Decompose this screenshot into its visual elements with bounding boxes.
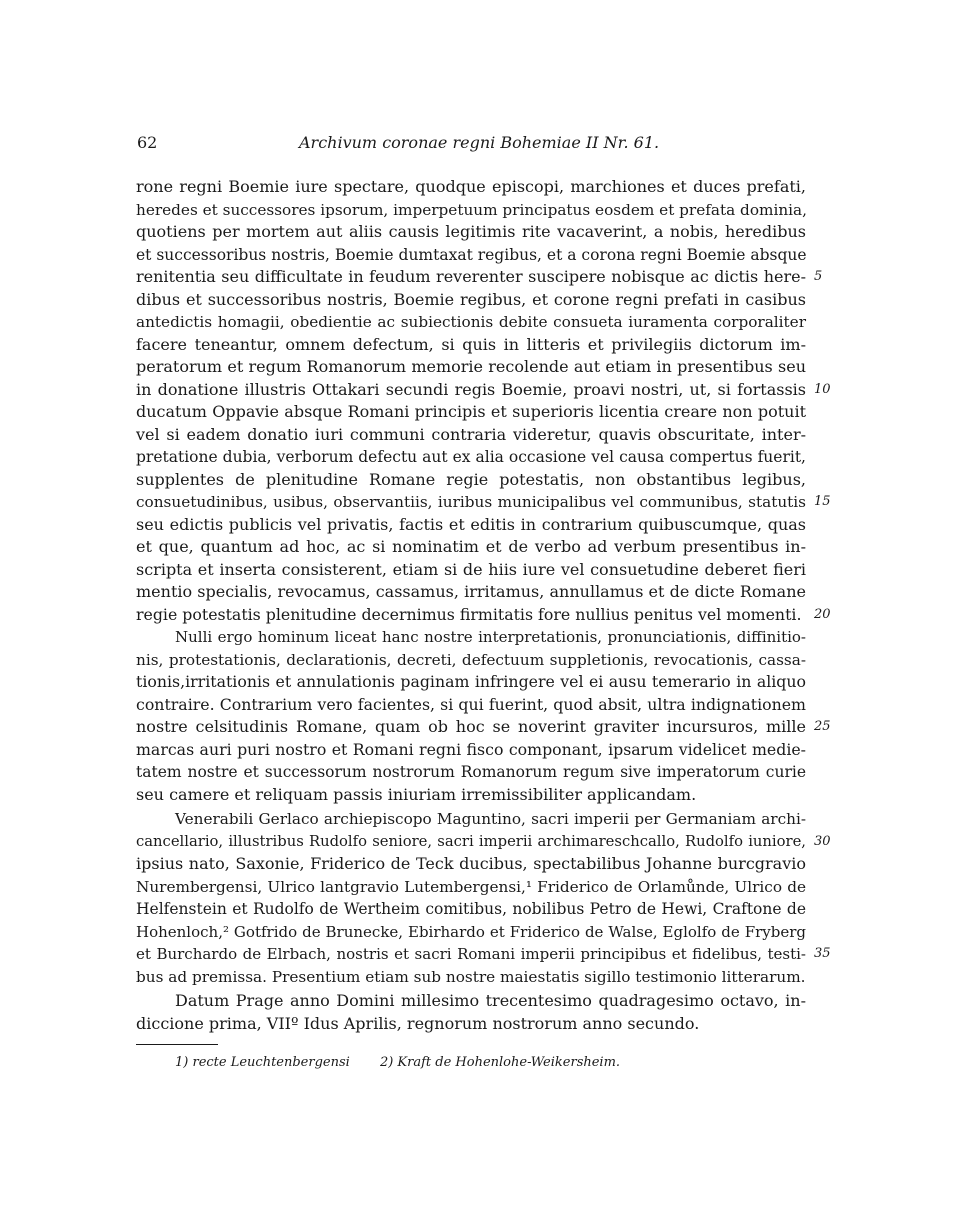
text-line: renitentia seu difficultate in feudum reverenter suscipere nobisque ac dictis here- — [136, 267, 806, 286]
text-line: tatem nostre et successorum nostrorum Romanorum regum sive imperatorum curie — [136, 763, 806, 781]
text-line: Nurembergensi, Ulrico lantgravio Lutembergensi,¹ Friderico de Orlamůnde, Ulrico de — [136, 878, 806, 896]
text-line: tionis,irritationis et annulationis paginam infringere vel ei ausu temerario in aliquo — [136, 672, 806, 691]
text-line: mentio specialis, revocamus, cassamus, irritamus, annullamus et de dicte Romane — [136, 582, 806, 601]
footnote: 1) recte Leuchtenbergensi — [175, 1055, 350, 1070]
text-line: seu camere et reliquam passis iniuriam irremissibiliter applicandam. — [136, 785, 697, 804]
text-line: marcas auri puri nostro et Romani regni fisco componant, ipsarum videlicet medie- — [136, 740, 806, 759]
text-line: facere teneantur, omnem defectum, si quis in litteris et privilegiis dictorum im- — [136, 335, 806, 354]
line-number: 15 — [814, 494, 831, 509]
text-line: regie potestatis plenitudine decernimus firmitatis fore nullius penitus vel momenti. — [136, 605, 802, 624]
text-line: heredes et successores ipsorum, imperpetuum principatus eosdem et prefata dominia, — [136, 201, 807, 219]
text-line: contraire. Contrarium vero facientes, si qui fuerint, quod absit, ultra indignationem — [136, 695, 806, 714]
text-line: scripta et inserta consisterent, etiam si de hiis iure vel consuetudine deberet fieri — [136, 560, 806, 579]
text-line: dibus et successoribus nostris, Boemie regibus, et corone regni prefati in casibus — [136, 290, 806, 309]
text-line: Helfenstein et Rudolfo de Wertheim comitibus, nobilibus Petro de Hewi, Craftone de — [136, 900, 806, 918]
text-line: nis, protestationis, declarationis, decreti, defectuum suppletionis, revocationis, cassa- — [136, 651, 806, 669]
page-header — [137, 133, 807, 157]
text-line: et que, quantum ad hoc, ac si nominatim et de verbo ad verbum presentibus in- — [136, 537, 806, 556]
page-number: 62 — [137, 133, 158, 152]
running-title: Archivum coronae regni Bohemiae II Nr. 61. — [299, 133, 660, 152]
line-number: 35 — [814, 946, 831, 961]
text-line: antedictis homagii, obedientie ac subiectionis debite consueta iuramenta corporaliter — [136, 313, 806, 331]
text-line: cancellario, illustribus Rudolfo seniore, sacri imperii archimareschcallo, Rudolfo iuniore, — [136, 833, 806, 850]
text-line: vel si eadem donatio iuri communi contraria videretur, quavis obscuritate, inter- — [136, 425, 806, 444]
text-line: Venerabili Gerlaco archiepiscopo Maguntino, sacri imperii per Germaniam archi- — [175, 810, 806, 828]
text-line: seu edictis publicis vel privatis, factis et editis in contrarium quibuscumque, quas — [136, 515, 806, 534]
line-number: 10 — [814, 382, 831, 397]
line-number: 30 — [814, 834, 831, 849]
text-line: rone regni Boemie iure spectare, quodque episcopi, marchiones et duces prefati, — [136, 177, 806, 196]
text-line: Nulli ergo hominum liceat hanc nostre interpretationis, pronunciationis, diffinitio- — [175, 628, 806, 646]
line-number: 20 — [814, 607, 831, 622]
text-line: peratorum et regum Romanorum memorie recolende aut etiam in presentibus seu — [136, 357, 806, 376]
text-line: ipsius nato, Saxonie, Friderico de Teck ducibus, spectabilibus Johanne burcgravio — [136, 854, 806, 873]
text-line: pretatione dubia, verborum defectu aut ex alia occasione vel causa compertus fuerit, — [136, 448, 806, 466]
line-number: 5 — [814, 269, 823, 284]
footnote-divider — [136, 1044, 218, 1045]
text-line: et Burchardo de Elrbach, nostris et sacri Romani imperii principibus et fidelibus, testi- — [136, 945, 806, 963]
text-line: Hohenloch,² Gotfrido de Brunecke, Ebirhardo et Friderico de Walse, Eglolfo de Fryberg — [136, 923, 806, 941]
text-line: nostre celsitudinis Romane, quam ob hoc se noverint graviter incursuros, mille — [136, 717, 806, 736]
text-line: in donatione illustris Ottakari secundi regis Boemie, proavi nostri, ut, si fortassis — [136, 380, 806, 399]
text-line: supplentes de plenitudine Romane regie potestatis, non obstantibus legibus, — [136, 470, 806, 489]
footnotes — [175, 1055, 620, 1070]
text-line: quotiens per mortem aut aliis causis legitimis rite vacaverint, a nobis, heredibus — [136, 222, 806, 241]
footnote: 2) Kraft de Hohenlohe-Weikersheim. — [379, 1055, 621, 1070]
text-line: bus ad premissa. Presentium etiam sub nostre maiestatis sigillo testimonio litterarum. — [136, 968, 806, 986]
line-number: 25 — [814, 719, 831, 734]
text-line: et successoribus nostris, Boemie dumtaxat regibus, et a corona regni Boemie absque — [136, 246, 807, 264]
text-line: Datum Prage anno Domini millesimo trecentesimo quadragesimo octavo, in- — [175, 991, 806, 1010]
text-line: consuetudinibus, usibus, observantiis, iuribus municipalibus vel communibus, statutis — [136, 493, 806, 511]
text-line: ducatum Oppavie absque Romani principis et superioris licentia creare non potuit — [136, 402, 806, 421]
text-line: diccione prima, VIIº Idus Aprilis, regnorum nostrorum anno secundo. — [136, 1014, 700, 1033]
